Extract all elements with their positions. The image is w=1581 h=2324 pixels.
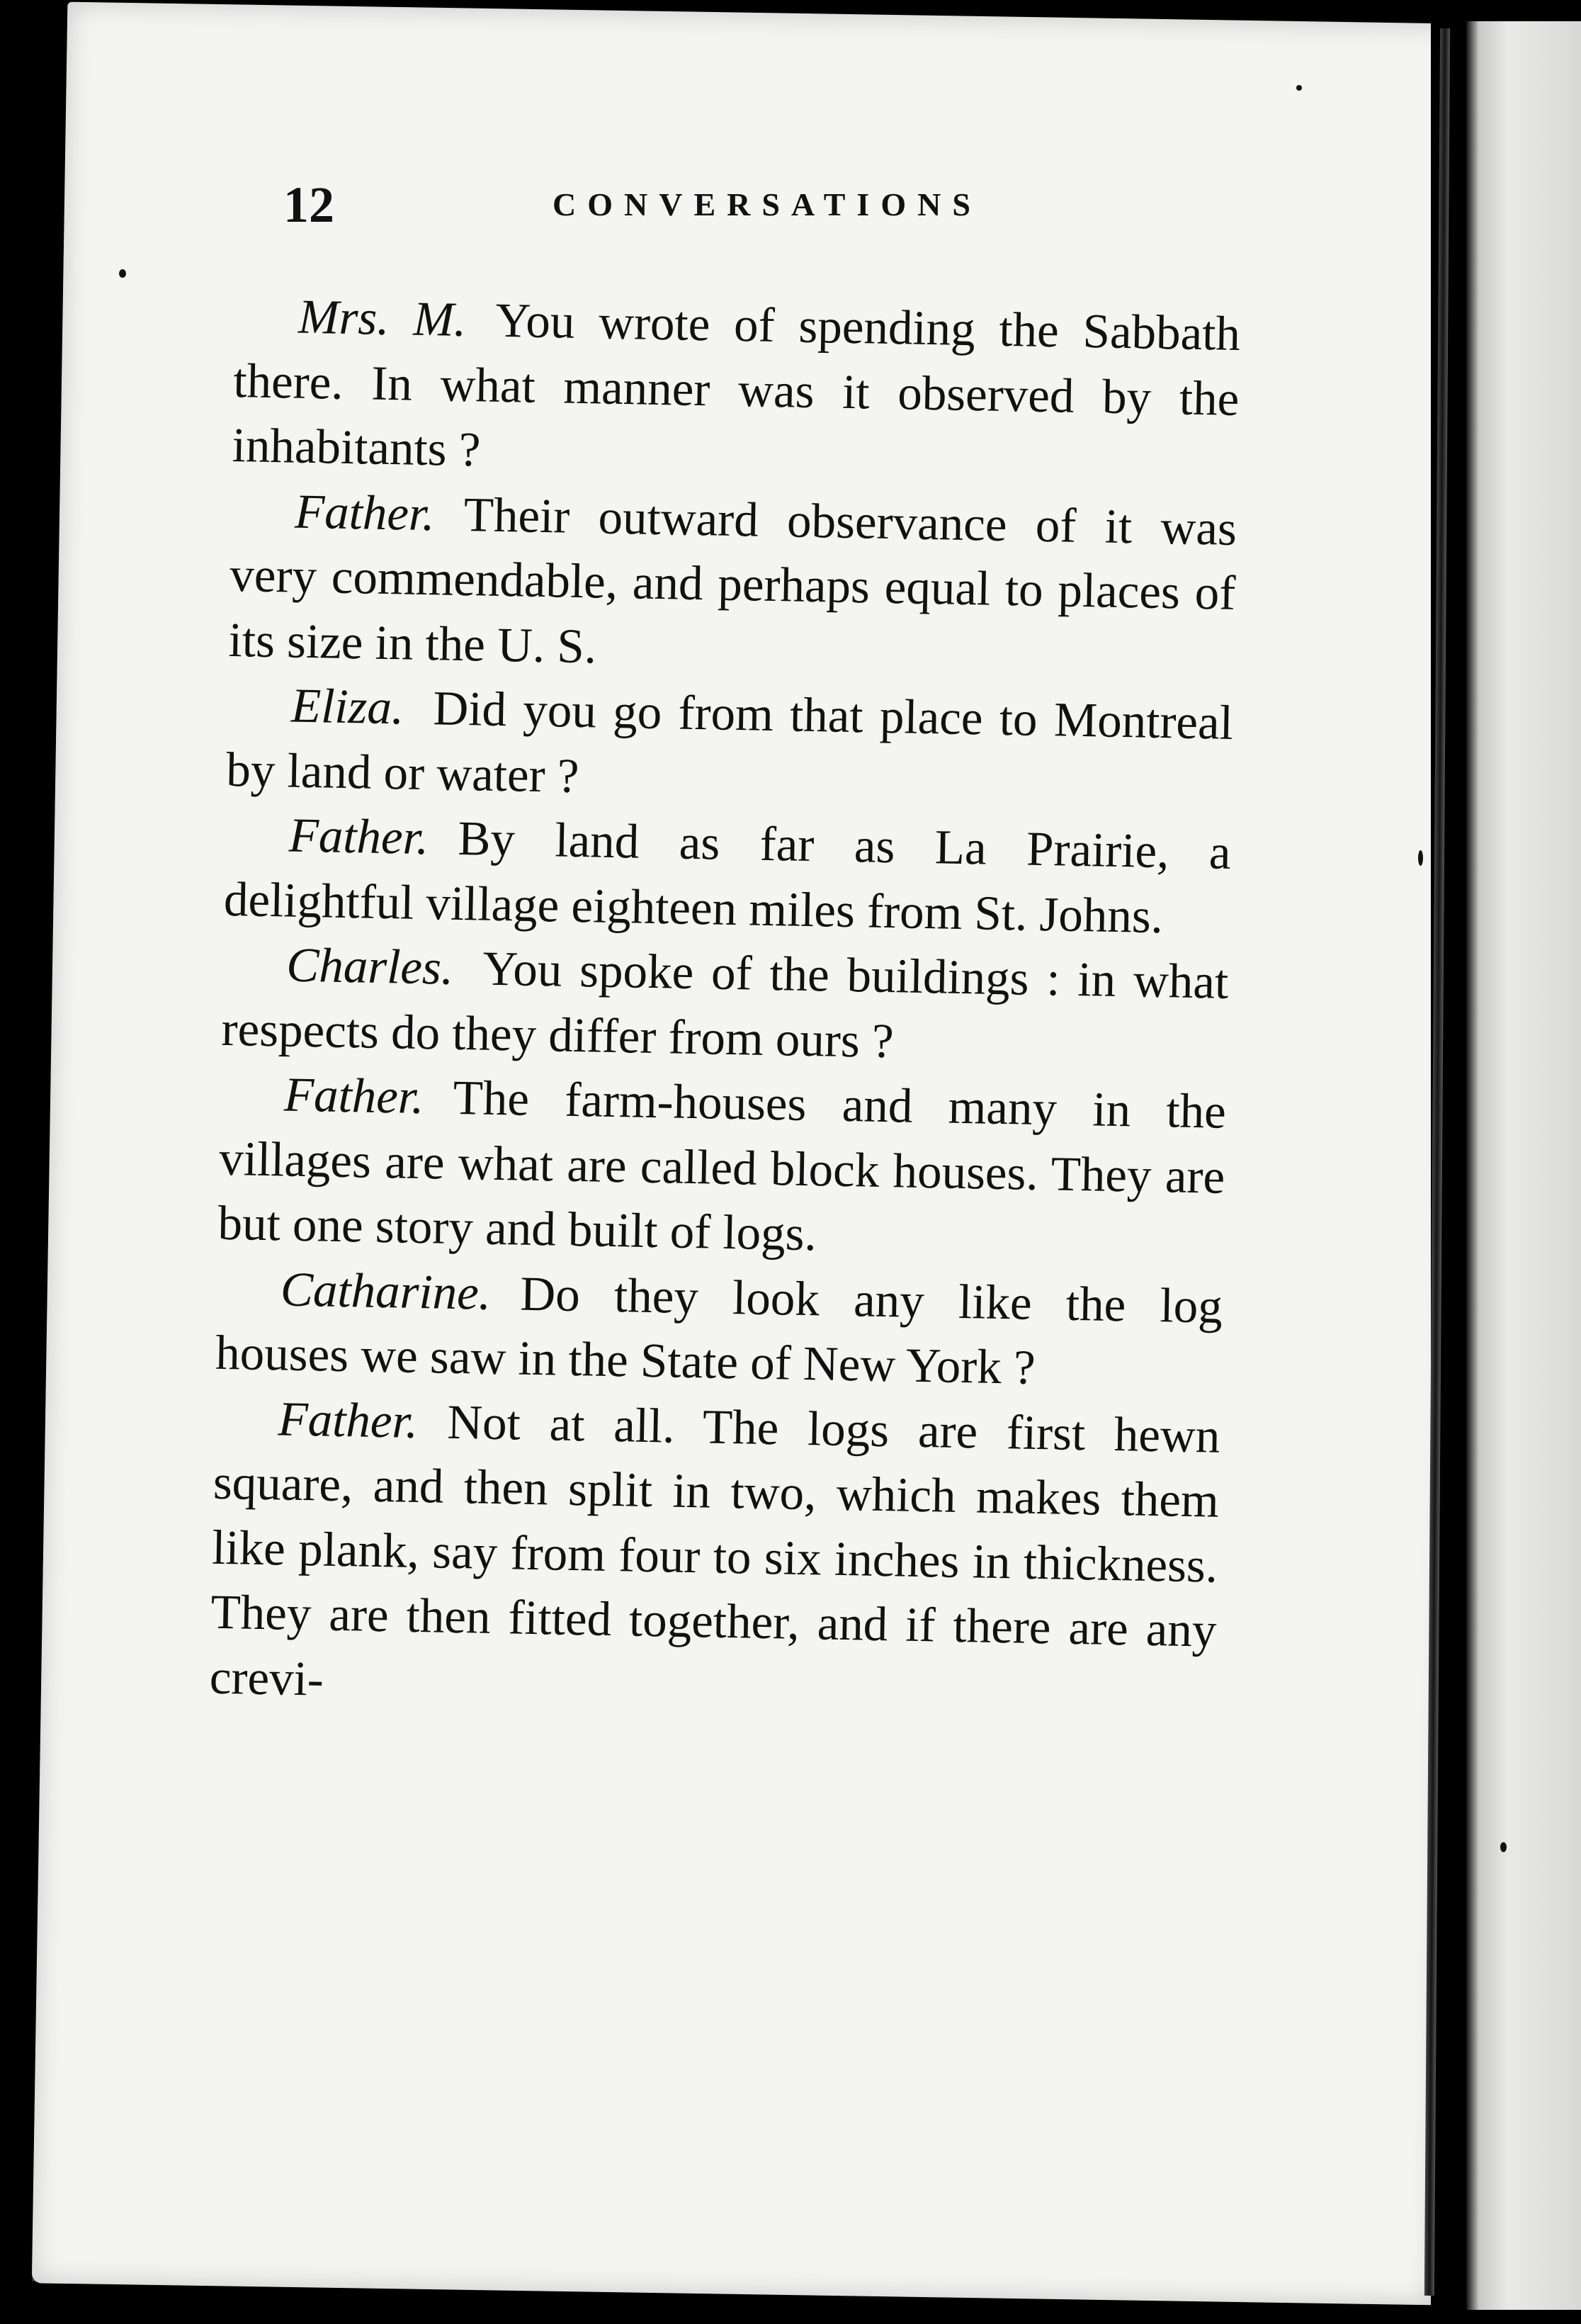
dialogue-paragraph bbox=[217, 1061, 1227, 1274]
speaker-name: Eliza. bbox=[290, 678, 404, 735]
running-head bbox=[283, 176, 1318, 232]
speech-text: Their outward observance of it was very commendable, and perhaps equal to places of its size in the U. S. bbox=[228, 487, 1237, 673]
dialogue-paragraph bbox=[223, 802, 1231, 950]
dialogue-paragraph bbox=[221, 932, 1229, 1080]
running-title: CONVERSATIONS bbox=[552, 186, 982, 222]
speaker-name: Catharine. bbox=[280, 1261, 492, 1320]
dialogue-paragraph bbox=[226, 672, 1234, 820]
dialogue-paragraph bbox=[209, 1385, 1220, 1727]
speech-text: You wrote of spending the Sabbath there. In what manner was it observed by the inhabitants ? bbox=[232, 293, 1241, 477]
speech-text: Did you go from that place to Montreal by land or water ? bbox=[225, 681, 1234, 803]
speech-text: You spoke of the buildings : in what respects do they differ from ours ? bbox=[221, 941, 1229, 1068]
speech-text: By land as far as La Prairie, a delightful village eighteen miles from St. Johns. bbox=[223, 811, 1232, 943]
speaker-name: Father. bbox=[283, 1067, 425, 1124]
speaker-name: Father. bbox=[294, 484, 436, 541]
speech-text: Not at all. The logs are first hewn square, and then split in two, which makes them like plank, say from four to six inches in thickness. They are then fitted together, and if there are any crevi- bbox=[209, 1394, 1221, 1706]
dialogue-paragraph bbox=[228, 478, 1237, 690]
speech-text: The farm-houses and many in the villages are what are called block houses. They are but one story and built of logs. bbox=[217, 1070, 1227, 1261]
dialogue-text bbox=[209, 283, 1241, 1728]
speech-text: Do they look any like the log houses we saw in the State of New York ? bbox=[215, 1266, 1223, 1394]
speaker-name: Father. bbox=[277, 1391, 419, 1448]
speaker-name: Mrs. M. bbox=[298, 289, 467, 346]
dialogue-paragraph bbox=[232, 283, 1241, 496]
dialogue-paragraph bbox=[215, 1256, 1223, 1404]
speaker-name: Father. bbox=[288, 808, 429, 865]
speaker-name: Charles. bbox=[285, 937, 454, 995]
page-number: 12 bbox=[283, 176, 334, 233]
